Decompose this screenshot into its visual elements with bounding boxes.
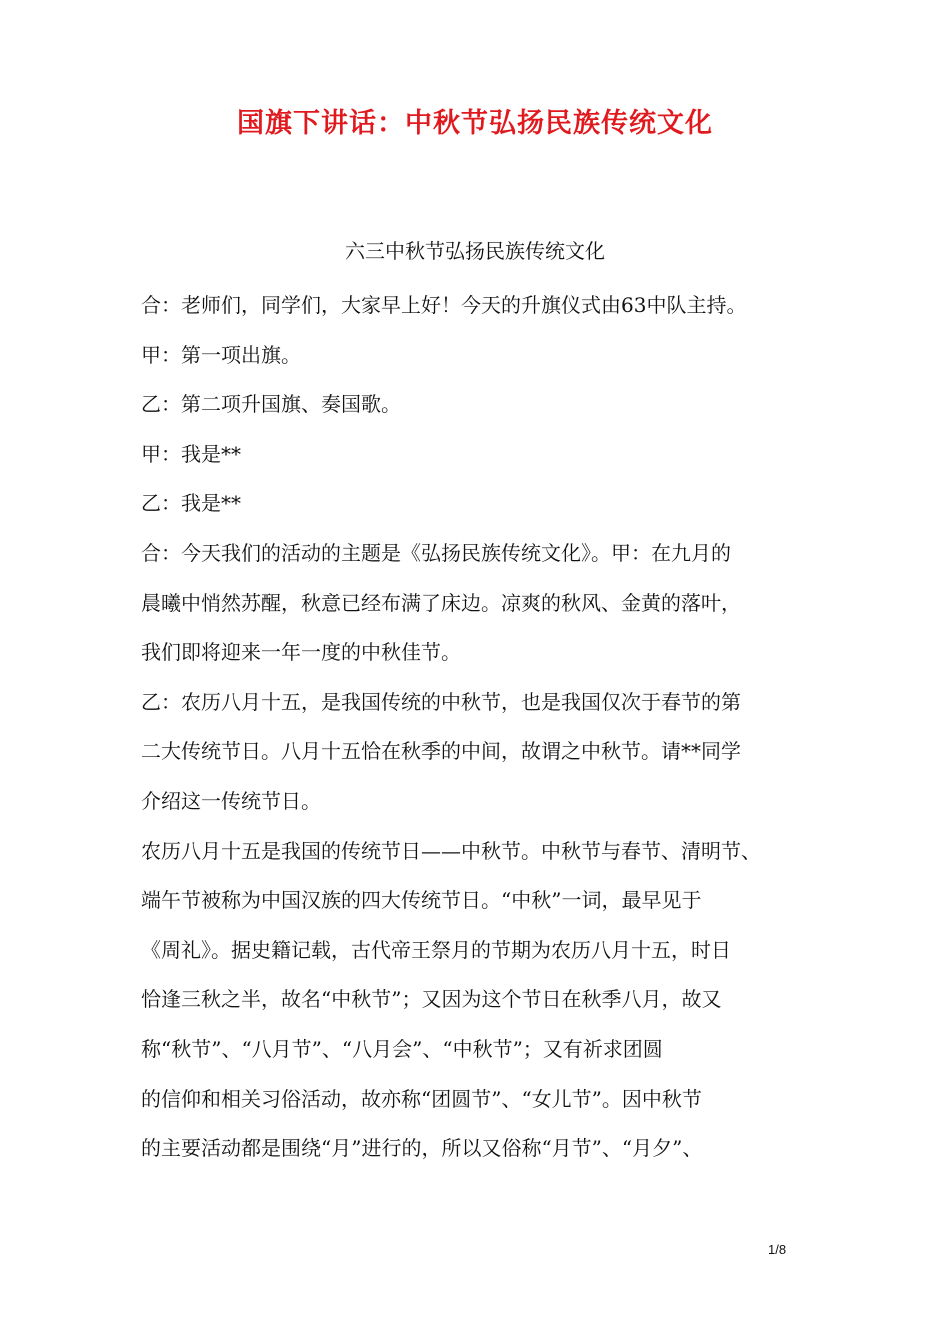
document-subtitle: 六三中秋节弘扬民族传统文化 <box>345 239 605 263</box>
paragraph: 甲：我是** <box>141 441 241 466</box>
page-title: 国旗下讲话：中秋节弘扬民族传统文化 <box>237 108 713 139</box>
paragraph: 乙：农历八月十五，是我国传统的中秋节，也是我国仅次于春节的第 二大传统节日。八月十五恰在秋季的中间，故谓之中秋节。请**同学 介绍这一传统节日。 <box>141 689 741 813</box>
page-number: 1/8 <box>768 1242 787 1257</box>
document-body <box>141 281 841 1174</box>
paragraph: 甲：第一项出旗。 <box>141 342 301 367</box>
paragraph: 合：老师们，同学们，大家早上好！今天的升旗仪式由63中队主持。 <box>141 293 747 317</box>
paragraph: 乙：我是** <box>141 491 241 516</box>
paragraph: 乙：第二项升国旗、奏国歌。 <box>141 392 401 417</box>
paragraph: 合：今天我们的活动的主题是《弘扬民族传统文化》。甲：在九月的 晨曦中悄然苏醒，秋意已经布满了床边。凉爽的秋风、金黄的落叶， 我们即将迎来一年一度的中秋佳节。 <box>141 540 741 665</box>
paragraph: 农历八月十五是我国的传统节日——中秋节。中秋节与春节、清明节、 端午节被称为中国汉族的四大传统节日。“中秋”一词，最早见于 《周礼》。据史籍记载，古代帝王祭月的节期为农历八月十五，时日 恰逢三秋之半，故名“中秋节”；又因为这个节日在秋季八月，故又 称“秋节”、“八月节”、“八月会”、“中秋节”；又有祈求团圆 的信仰和相关习俗活动，故亦称“团圆节”、“女儿节”。因中秋节 的主要活动都是围绕“月”进行的，所以又俗称“月节”、“月夕”、 <box>141 838 761 1161</box>
